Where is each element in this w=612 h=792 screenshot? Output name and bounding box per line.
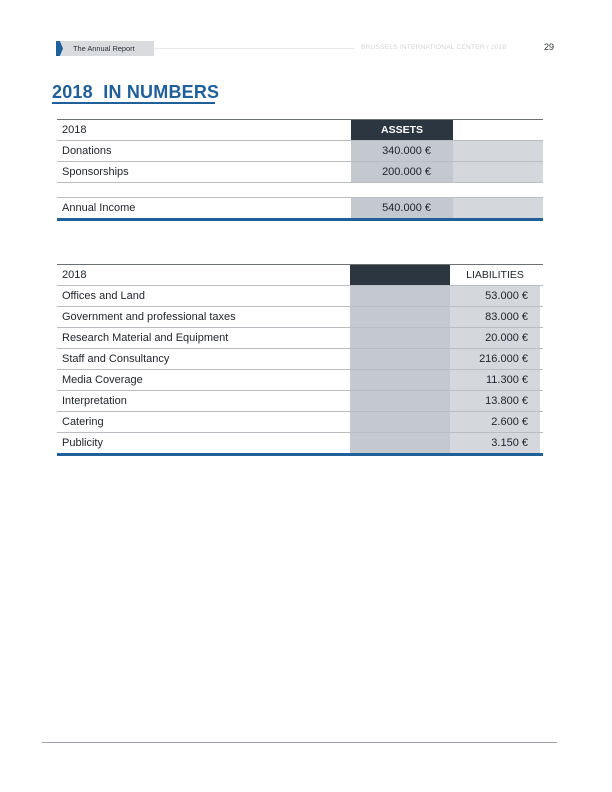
table-row bbox=[57, 140, 543, 161]
assets-header-row bbox=[57, 119, 543, 140]
row-value: 13.800 € bbox=[450, 391, 540, 411]
row-value: 200.000 € bbox=[351, 162, 453, 182]
row-empty-cell bbox=[350, 286, 450, 306]
row-label: Government and professional taxes bbox=[62, 311, 236, 323]
assets-total-row bbox=[57, 197, 543, 218]
assets-table bbox=[57, 119, 543, 221]
table-row bbox=[57, 369, 543, 390]
tag-marker-icon bbox=[56, 41, 63, 56]
assets-year: 2018 bbox=[62, 124, 87, 136]
report-tag bbox=[56, 41, 154, 56]
table-row bbox=[57, 390, 543, 411]
table-row bbox=[57, 432, 543, 453]
liabilities-header-row bbox=[57, 264, 543, 285]
assets-column-header: ASSETS bbox=[351, 120, 453, 140]
row-label: Staff and Consultancy bbox=[62, 353, 170, 365]
liabilities-year: 2018 bbox=[62, 269, 87, 281]
liabilities-column-header: LIABILITIES bbox=[450, 265, 540, 285]
row-label: Catering bbox=[62, 416, 104, 428]
row-value: 83.000 € bbox=[450, 307, 540, 327]
row-value: 2.600 € bbox=[450, 412, 540, 432]
row-empty-cell bbox=[453, 198, 543, 218]
row-label: Media Coverage bbox=[62, 374, 143, 386]
row-empty-cell bbox=[350, 433, 450, 453]
row-label: Donations bbox=[62, 145, 112, 157]
table-row bbox=[57, 411, 543, 432]
row-empty-cell bbox=[350, 349, 450, 369]
row-empty-cell bbox=[350, 391, 450, 411]
table-bottom-rule bbox=[57, 453, 543, 456]
row-label: Research Material and Equipment bbox=[62, 332, 229, 344]
assets-blank-header bbox=[453, 120, 543, 140]
row-empty-cell bbox=[350, 307, 450, 327]
page-number: 29 bbox=[544, 42, 555, 52]
header-divider bbox=[154, 48, 354, 49]
liabilities-dark-header bbox=[350, 265, 450, 285]
organization-name: BRUSSELS INTERNATIONAL CENTER / 2018 bbox=[361, 44, 507, 51]
table-bottom-rule bbox=[57, 218, 543, 221]
table-row bbox=[57, 348, 543, 369]
row-label: Offices and Land bbox=[62, 290, 145, 302]
row-value: 53.000 € bbox=[450, 286, 540, 306]
title-underline bbox=[52, 102, 215, 104]
row-label: Interpretation bbox=[62, 395, 127, 407]
table-spacer bbox=[57, 182, 543, 197]
row-empty-cell bbox=[350, 370, 450, 390]
row-label: Publicity bbox=[62, 437, 103, 449]
table-row bbox=[57, 161, 543, 182]
page-title: 2018 IN NUMBERS bbox=[52, 82, 220, 102]
report-tag-label: The Annual Report bbox=[73, 44, 135, 53]
table-row bbox=[57, 285, 543, 306]
row-value: 216.000 € bbox=[450, 349, 540, 369]
row-empty-cell bbox=[453, 162, 543, 182]
liabilities-table bbox=[57, 264, 543, 456]
row-empty-cell bbox=[350, 328, 450, 348]
row-label: Sponsorships bbox=[62, 166, 129, 178]
table-row bbox=[57, 306, 543, 327]
total-label: Annual Income bbox=[62, 202, 136, 214]
row-empty-cell bbox=[453, 141, 543, 161]
table-row bbox=[57, 327, 543, 348]
page-header bbox=[56, 41, 556, 57]
row-value: 3.150 € bbox=[450, 433, 540, 453]
row-value: 11.300 € bbox=[450, 370, 540, 390]
footer-divider bbox=[42, 742, 557, 743]
row-value: 340.000 € bbox=[351, 141, 453, 161]
row-value: 20.000 € bbox=[450, 328, 540, 348]
row-empty-cell bbox=[350, 412, 450, 432]
total-value: 540.000 € bbox=[351, 198, 453, 218]
